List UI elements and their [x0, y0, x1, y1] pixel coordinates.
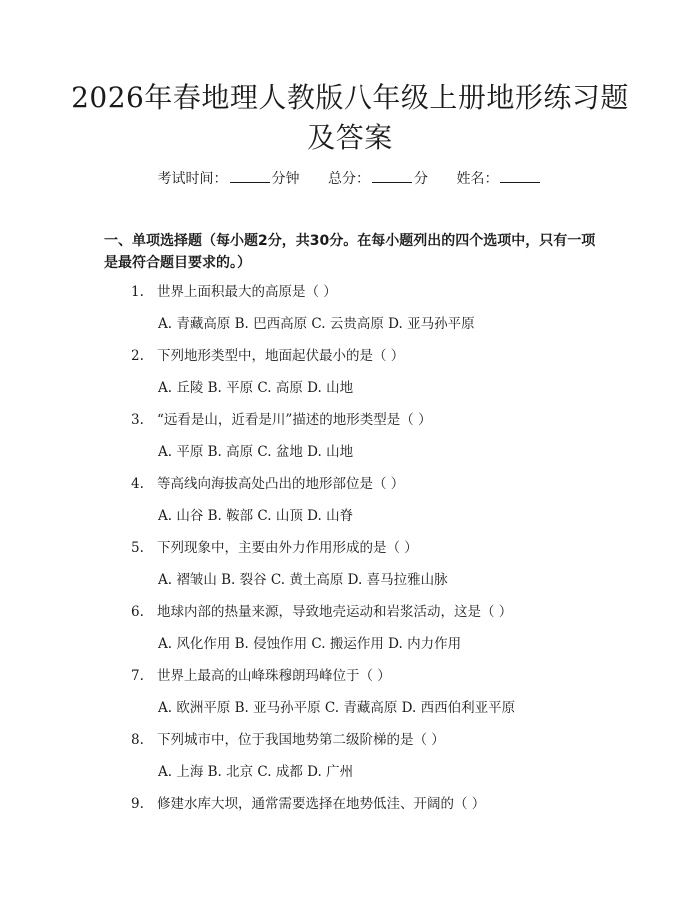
section-heading: 一、单项选择题（每小题2分，共30分。在每小题列出的四个选项中，只有一项是最符合题目要求的。） [104, 233, 596, 271]
question-stem [131, 667, 601, 685]
name-field [456, 171, 542, 187]
name-blank[interactable] [500, 170, 540, 183]
question-number: 1. [131, 284, 144, 300]
question-text: 世界上面积最大的高原是（ ） [157, 284, 337, 300]
question-stem [131, 731, 601, 749]
question-text: 下列现象中，主要由外力作用形成的是（ ） [157, 540, 418, 556]
exam-time-field [158, 171, 304, 187]
question-stem [131, 347, 601, 365]
question-text: 修建水库大坝，通常需要选择在地势低洼、开阔的（ ） [157, 796, 486, 812]
total-score-field [328, 171, 432, 187]
question-number: 8. [131, 732, 144, 748]
question-number: 2. [131, 348, 144, 364]
question-number: 7. [131, 668, 144, 684]
question-number: 9. [131, 796, 144, 812]
question-text: 世界上最高的山峰珠穆朗玛峰位于（ ） [157, 668, 391, 684]
exam-time-label: 考试时间： [157, 171, 228, 187]
total-score-unit: 分 [414, 171, 428, 187]
document-title: 2026年春地理人教版八年级上册地形练习题及答案 [71, 81, 629, 154]
question-text: “远看是山，近看是川”描述的地形类型是（ ） [157, 412, 432, 428]
exam-meta-line [0, 170, 700, 188]
question-number: 3. [131, 412, 144, 428]
question-stem [131, 475, 601, 493]
question-options: A. 山谷 B. 鞍部 C. 山顶 D. 山脊 [158, 508, 354, 524]
total-score-blank[interactable] [372, 170, 412, 183]
exam-time-unit: 分钟 [271, 171, 300, 187]
question-options: A. 平原 B. 高原 C. 盆地 D. 山地 [158, 444, 354, 460]
question-options: A. 褶皱山 B. 裂谷 C. 黄土高原 D. 喜马拉雅山脉 [158, 572, 448, 588]
question-text: 下列城市中，位于我国地势第二级阶梯的是（ ） [157, 732, 445, 748]
question-number: 4. [131, 476, 144, 492]
question-options: A. 风化作用 B. 侵蚀作用 C. 搬运作用 D. 内力作用 [158, 636, 462, 652]
question-stem [131, 283, 601, 301]
total-score-label: 总分： [328, 171, 370, 187]
question-options: A. 欧洲平原 B. 亚马孙平原 C. 青藏高原 D. 西西伯利亚平原 [158, 700, 516, 716]
question-stem [131, 603, 601, 621]
question-stem [131, 411, 601, 429]
question-text: 下列地形类型中，地面起伏最小的是（ ） [157, 348, 405, 364]
question-options: A. 丘陵 B. 平原 C. 高原 D. 山地 [158, 380, 354, 396]
question-options: A. 上海 B. 北京 C. 成都 D. 广州 [158, 764, 354, 780]
question-text: 地球内部的热量来源，导致地壳运动和岩浆活动，这是（ ） [157, 604, 513, 620]
exam-time-blank[interactable] [230, 170, 270, 183]
question-number: 5. [131, 540, 144, 556]
question-number: 6. [131, 604, 144, 620]
name-label: 姓名： [456, 171, 499, 187]
question-text: 等高线向海拔高处凸出的地形部位是（ ） [157, 476, 405, 492]
question-options: A. 青藏高原 B. 巴西高原 C. 云贵高原 D. 亚马孙平原 [158, 316, 475, 332]
question-stem [131, 539, 601, 557]
question-stem [131, 795, 601, 813]
